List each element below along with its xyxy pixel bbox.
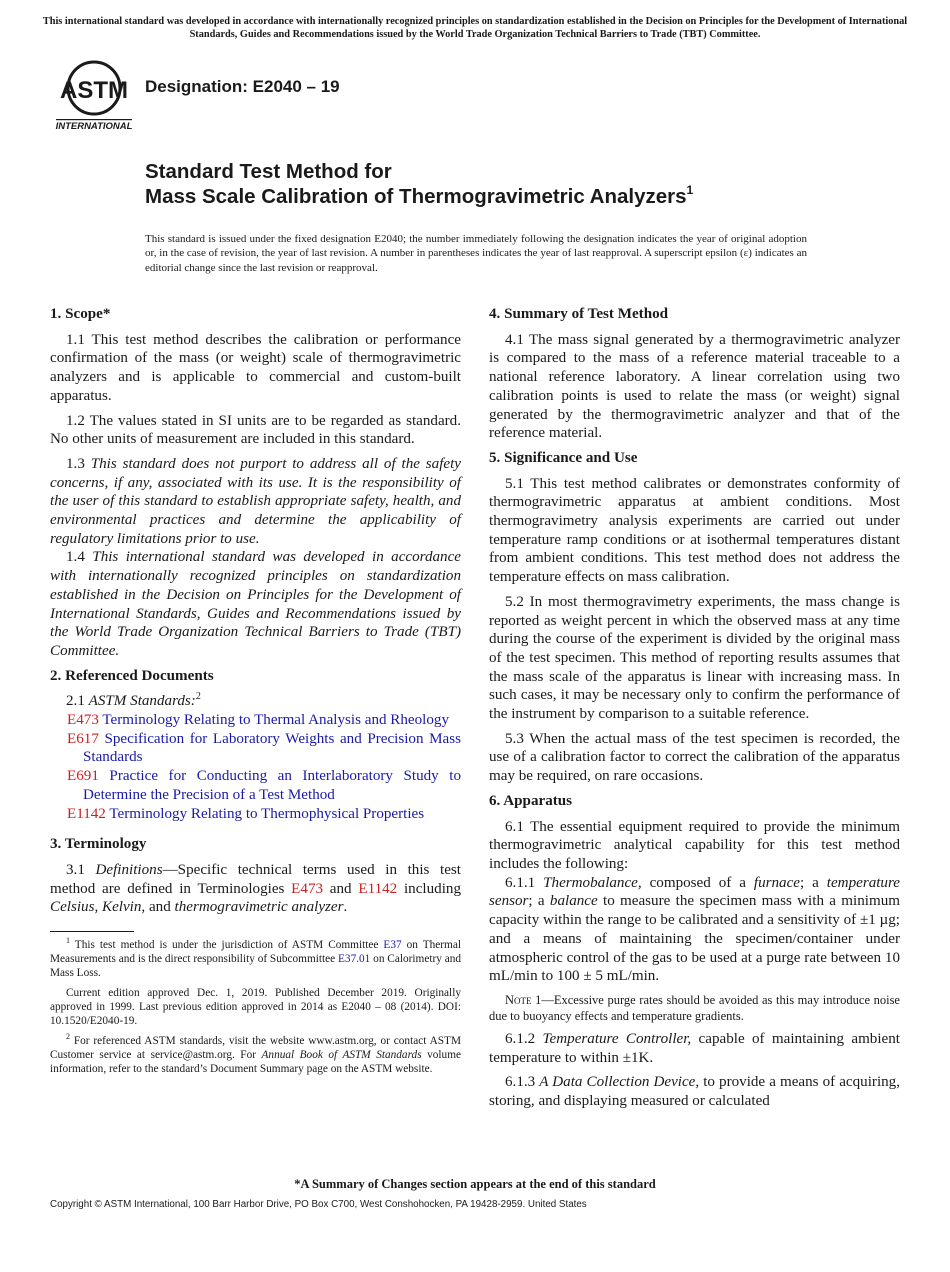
left-column (50, 305, 461, 1082)
paragraph-1-2: 1.2 The values stated in SI units are to be regarded as standard. No other units of measurement are included in this standard. (50, 412, 461, 448)
designation: Designation: E2040 – 19 (145, 77, 340, 96)
paragraph-4-1: 4.1 The mass signal generated by a thermogravimetric analyzer is compared to the mass of a reference material traceable to a national reference laboratory. A linear correlation using two calibration points is used to relate the mass (or weight) signal generated by the thermogravimetric analyzer and that of the reference material. (489, 331, 900, 442)
paragraph-1-3: 1.3 This standard does not purport to address all of the safety concerns, if any, associated with its use. It is the responsibility of the user of this standard to establish appropriate safety, health, and environmental practices and determine the applicability of regulatory limitations prior to use. (50, 455, 462, 547)
link-e37[interactable]: E37 (383, 939, 402, 952)
paragraph-2-1: 2.1 ASTM Standards:$^2$ (66, 691, 201, 710)
section-heading-apparatus: 6. Apparatus (489, 792, 573, 809)
paragraph-6-1-3: 6.1.3 A Data Collection Device, to provide a means of acquiring, storing, and displaying measured or calculated (489, 1074, 901, 1110)
paragraph-3-1: 3.1 Definitions—Specific technical terms used in this test method are defined in Terminologies E473 and E1142 including Celsius, Kelvin, and thermogravimetric analyzer. (50, 861, 461, 916)
paragraph-6-1-1: 6.1.1 Thermobalance, composed of a furnace; a temperature sensor; a balance to measure the specimen mass with a minimum capacity within the range to be calibrated and a sensitivity of ±1 µg; and a means of maintaining the specimen/container under atmospheric control of the gas to be used at a purge rate between 10 mL/min to 100 ± 5 mL/min. (489, 874, 900, 985)
section-heading-summary: 4. Summary of Test Method (489, 306, 669, 322)
reference-e473[interactable]: E473 Terminology Relating to Thermal Analysis and Rheology (67, 712, 450, 729)
paragraph-5-2: 5.2 In most thermogravimetry experiments, the mass change is reported as weight percent in which the observed mass at any time during the course of the experiment is divided by the original mass of the test specimen. This method of reporting results assumes that the mass scale of the apparatus is linear with increasing mass. In such cases, it may be necessary only to confirm the performance of the instrument by comparison to a suitable reference. (489, 593, 900, 723)
svg-text:INTERNATIONAL: INTERNATIONAL (55, 121, 133, 132)
standard-notice: This international standard was developed in accordance with internationally recognized principles on standardization established in the Decision on Principles for the Development of International Standards, Guides and Recommendations issued by the World Trade Organization Technical Barriers to Trade (TBT) Committee. (42, 16, 908, 40)
reference-e617[interactable]: E617 Specification for Laboratory Weights and Precision Mass Standards (67, 730, 461, 766)
paragraph-5-1: 5.1 This test method calibrates or demonstrates conformity of thermogravimetric apparatus at ambient conditions. Most thermogravimetry analysis experiments are carried out under temperature ramp conditions or at isothermal temperatures distant from ambient conditions. This test method does not address the temperature effects on mass calibration. (489, 475, 900, 586)
summary-of-changes-note: *A Summary of Changes section appears at the end of this standard (294, 1177, 656, 1191)
section-heading-terminology: 3. Terminology (50, 836, 147, 853)
paragraph-6-1: 6.1 The essential equipment required to provide the minimum thermogravimetric analytical capability for this test method includes the following: (489, 818, 900, 872)
title-line-1: Standard Test Method for (145, 160, 392, 183)
svg-text:ASTM: ASTM (60, 77, 128, 104)
reference-e691[interactable]: E691 Practice for Conducting an Interlaboratory Study to Determine the Precision of a Test Method (67, 768, 462, 803)
footnote-1: $^1$ This test method is under the jurisdiction of ASTM Committee E37 on Thermal Measurements and is the direct responsibility of Subcommittee E37.01 on Calorimetry and Mass Loss. (50, 936, 462, 980)
paragraph-1-1: 1.1 This test method describes the calibration or performance confirmation of the mass (or weight) scale of thermogravimetric analyzers and is applicable to commercial and custom-built apparatus. (50, 331, 461, 404)
section-heading-scope: 1. Scope* (50, 306, 111, 322)
title-line-2: Mass Scale Calibration of Thermogravimetric Analyzers$^1$ (145, 183, 694, 208)
astm-logo (54, 57, 134, 133)
document-title (145, 159, 693, 209)
footnote-1-edition: Current edition approved Dec. 1, 2019. Published December 2019. Originally approved in 1999. Last previous edition approved in 2014 as E2040 – 08 (2014). DOI: 10.1520/E2040-19. (50, 987, 461, 1028)
note-1: Note 1—Excessive purge rates should be avoided as this may introduce noise due to buoyancy effects and temperature gradients. (489, 992, 900, 1023)
link-e37-01[interactable]: E37.01 (338, 953, 371, 966)
copyright-line: Copyright © ASTM International, 100 Barr Harbor Drive, PO Box C700, West Conshohocken, PA 19428-2959. United States (50, 1199, 587, 1210)
paragraph-1-4: 1.4 This international standard was developed in accordance with internationally recognized principles on standardization established in the Decision on Principles for the Development of International Standards, Guides and Recommendations issued by the World Trade Organization Technical Barriers to Trade (TBT) Committee. (50, 549, 462, 659)
reference-e1142[interactable]: E1142 Terminology Relating to Thermophysical Properties (67, 805, 425, 822)
issued-note: This standard is issued under the fixed designation E2040; the number immediately following the designation indicates the year of original adoption or, in the case of revision, the year of last revision. A number in parentheses indicates the year of last reapproval. A superscript epsilon (ε) indicates an editorial change since the last revision or reapproval. (145, 233, 807, 274)
paragraph-6-1-2: 6.1.2 Temperature Controller, capable of maintaining ambient temperature to within ±1K. (489, 1030, 900, 1066)
section-heading-referenced: 2. Referenced Documents (50, 667, 214, 684)
footnote-2: $^2$ For referenced ASTM standards, visit the website www.astm.org, or contact ASTM Customer service at service@astm.org. For Annual Book of ASTM Standards volume information, refer to the standard’s Document Summary page on the ASTM website. (50, 1032, 461, 1076)
right-column (489, 305, 900, 1117)
link-e473[interactable]: E473 (291, 880, 324, 897)
link-e1142[interactable]: E1142 (358, 880, 398, 897)
footnote-divider (50, 931, 134, 932)
section-heading-significance: 5. Significance and Use (489, 449, 638, 466)
paragraph-5-3: 5.3 When the actual mass of the test specimen is recorded, the use of a calibration factor to correct the calibration of the apparatus may be required, on rare occasions. (489, 730, 900, 785)
